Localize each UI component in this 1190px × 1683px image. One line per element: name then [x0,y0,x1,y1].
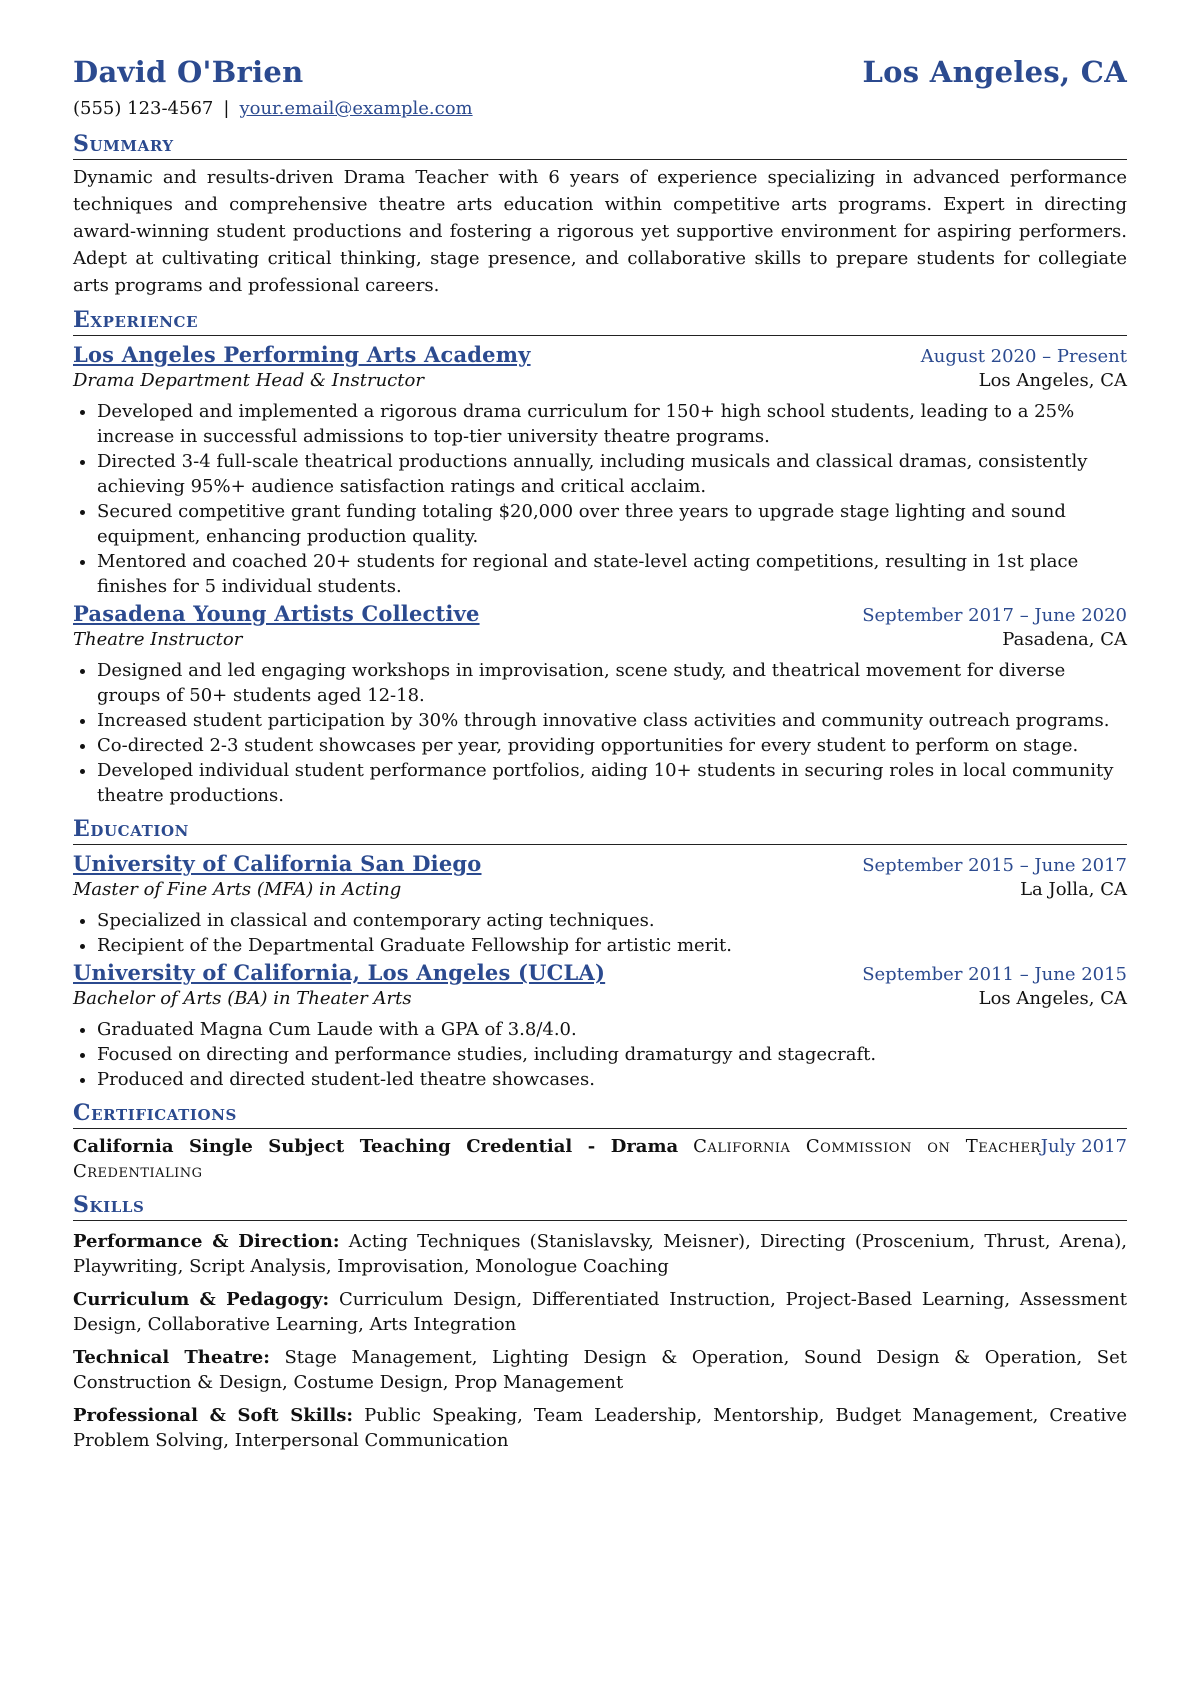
study-dates: September 2011 – June 2015 [862,964,1127,985]
school-link[interactable]: University of California San Diego [73,851,482,876]
experience-section [73,307,1127,808]
list-item: • Focused on directing and performance studies, including dramaturgy and stagecraft. [97,1042,1127,1067]
summary-section [73,131,1127,299]
contact-line [73,98,1127,119]
skills-heading: Skills [73,1192,1127,1221]
job-location: Los Angeles, CA [978,370,1127,391]
skill-group-label: Performance & Direction: [73,1231,340,1252]
contact-separator: | [223,98,230,119]
resume-header [73,55,1127,89]
job-title: Drama Department Head & Instructor [73,370,424,391]
education-heading: Education [73,816,1127,845]
phone-number: (555) 123-4567 [73,98,214,119]
list-item: • Increased student participation by 30% through innovative class activities and community outreach programs. [97,708,1127,733]
certification-date: July 2017 [1040,1136,1127,1157]
school-link[interactable]: University of California, Los Angeles (UCLA) [73,960,606,985]
person-name: David O'Brien [73,55,304,89]
list-item: • Recipient of the Departmental Graduate Fellowship for artistic merit. [97,933,1127,958]
experience-entry [73,601,1127,808]
list-item: • Co-directed 2-3 student showcases per year, providing opportunities for every student to perform on stage. [97,733,1127,758]
certification-issuer: California Commission on Teacher Credentialing [73,1136,1041,1182]
skill-group-label: Curriculum & Pedagogy: [73,1289,330,1310]
skill-group-text: Stage Management, Lighting Design & Operation, Sound Design & Operation, Set Construction & Design, Costume Design, Prop Management [73,1347,1127,1393]
list-item: • Produced and directed student-led theatre showcases. [97,1067,1127,1092]
education-entry [73,851,1127,958]
skill-group-text: Public Speaking, Team Leadership, Mentorship, Budget Management, Creative Problem Solving, Interpersonal Communication [73,1405,1127,1451]
employment-dates: August 2020 – Present [920,346,1127,367]
job-title: Theatre Instructor [73,629,243,650]
resume-page [73,55,1127,1453]
employer-link[interactable]: Pasadena Young Artists Collective [73,601,480,626]
education-entry [73,960,1127,1092]
skill-group [73,1287,1127,1337]
school-location: La Jolla, CA [1020,879,1127,900]
skill-group [73,1229,1127,1279]
list-item: • Specialized in classical and contemporary acting techniques. [97,908,1127,933]
certification-item [73,1134,1127,1184]
skill-group [73,1403,1127,1453]
education-detail-list [73,1017,1127,1092]
skill-group-text: Acting Techniques (Stanislavsky, Meisner), Directing (Proscenium, Thrust, Arena), Playwriting, Script Analysis, Improvisation, Monologue Coaching [73,1231,1127,1277]
education-section [73,816,1127,1092]
summary-heading: Summary [73,131,1127,160]
skill-group-label: Technical Theatre: [73,1347,270,1368]
summary-text: Dynamic and results-driven Drama Teacher with 6 years of experience specializing in advanced performance techniques and comprehensive theatre arts education within competitive arts programs. Expert in directing award-winning student productions and fostering a rigorous yet supportive environment for aspiring performers. Adept at cultivating critical thinking, stage presence, and collaborative skills to prepare students for collegiate arts programs and professional careers. [73,167,1127,296]
employer-link[interactable]: Los Angeles Performing Arts Academy [73,342,531,367]
skill-group [73,1345,1127,1395]
degree-title: Master of Fine Arts (MFA) in Acting [73,879,402,900]
achievement-list [73,658,1127,808]
list-item: • Graduated Magna Cum Laude with a GPA of 3.8/4.0. [97,1017,1127,1042]
certifications-heading: Certifications [73,1100,1127,1129]
header-location: Los Angeles, CA [862,55,1127,89]
education-detail-list [73,908,1127,958]
employment-dates: September 2017 – June 2020 [862,605,1127,626]
email-link[interactable]: your.email@example.com [239,98,473,119]
skills-section [73,1192,1127,1453]
study-dates: September 2015 – June 2017 [862,855,1127,876]
job-location: Pasadena, CA [1002,629,1127,650]
certification-name: California Single Subject Teaching Credential - Drama [73,1136,679,1157]
skill-group-text: Curriculum Design, Differentiated Instruction, Project-Based Learning, Assessment Design, Collaborative Learning, Arts Integration [73,1289,1127,1335]
list-item: • Secured competitive grant funding totaling $20,000 over three years to upgrade stage lighting and sound equipment, enhancing production quality. [97,499,1127,549]
achievement-list [73,399,1127,599]
list-item: • Developed individual student performance portfolios, aiding 10+ students in securing roles in local community theatre productions. [97,758,1127,808]
certifications-section [73,1100,1127,1184]
list-item: • Designed and led engaging workshops in improvisation, scene study, and theatrical movement for diverse groups of 50+ students aged 12-18. [97,658,1127,708]
experience-entry [73,342,1127,599]
experience-heading: Experience [73,307,1127,336]
list-item: • Developed and implemented a rigorous drama curriculum for 150+ high school students, leading to a 25% increase in successful admissions to top-tier university theatre programs. [97,399,1127,449]
list-item: • Mentored and coached 20+ students for regional and state-level acting competitions, resulting in 1st place finishes for 5 individual students. [97,549,1127,599]
school-location: Los Angeles, CA [978,988,1127,1009]
degree-title: Bachelor of Arts (BA) in Theater Arts [73,988,412,1009]
skill-group-label: Professional & Soft Skills: [73,1405,353,1426]
list-item: • Directed 3-4 full-scale theatrical productions annually, including musicals and classical dramas, consistently achieving 95%+ audience satisfaction ratings and critical acclaim. [97,449,1127,499]
